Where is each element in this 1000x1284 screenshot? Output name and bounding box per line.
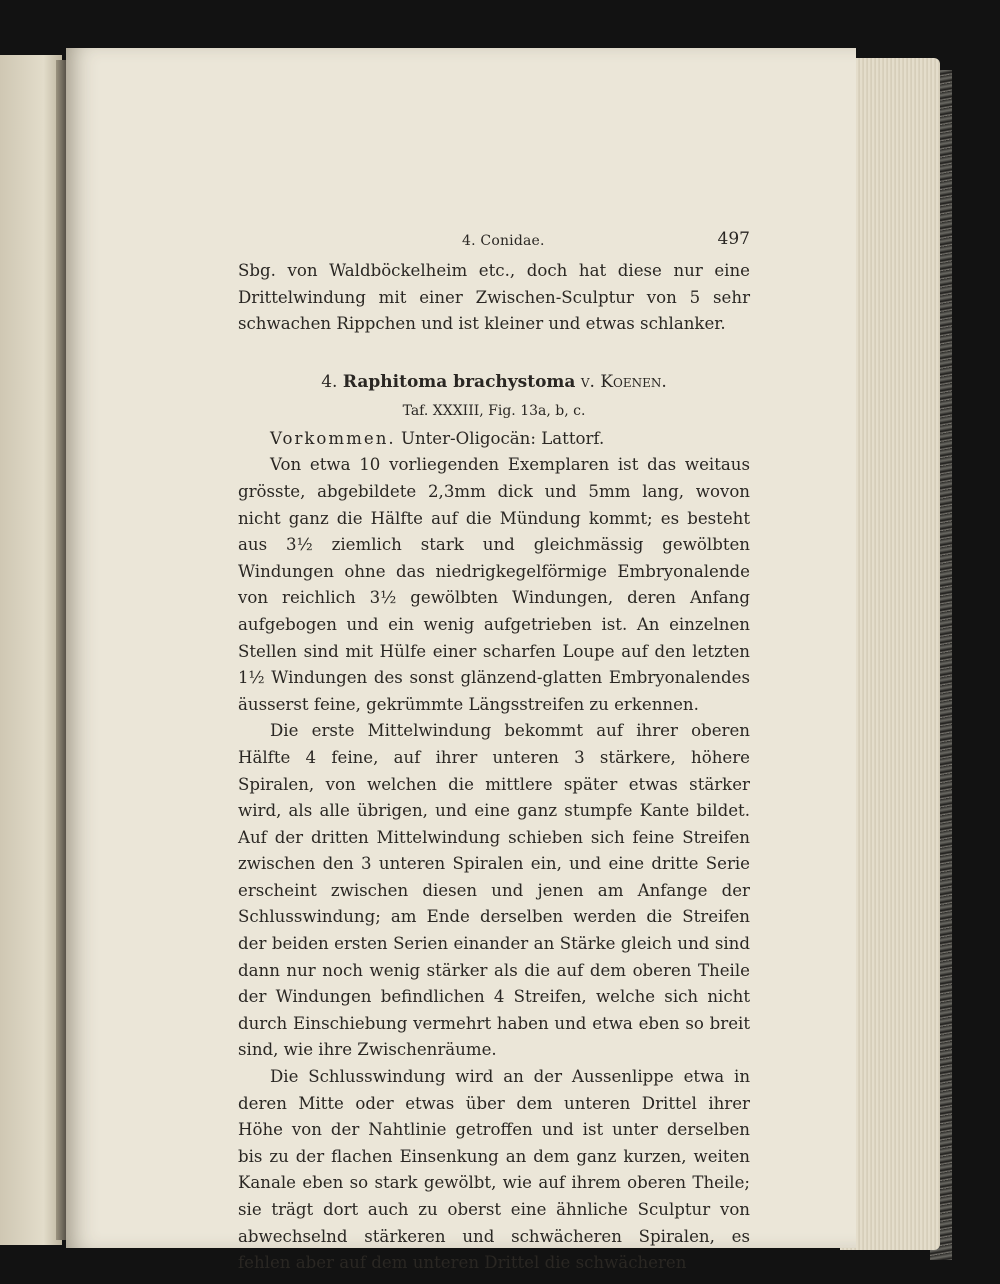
paragraph-1: Von etwa 10 vorliegenden Exemplaren ist das weitaus grösste, abgebildete 2,3mm dick und 5mm lang, wovon nicht ganz die Hälfte auf die Mündung kommt; es besteht aus 3½ ziemlich stark und gleichmässig gewölbten Windungen ohne das niedrigkegelförmige Embryonalende von reichlich 3½ gewölbten Windungen, deren Anfang aufgebogen und ein wenig aufgetrieben ist. An einzelnen Stellen sind mit Hülfe einer scharfen Loupe auf den letzten 1½ Windungen des sonst glänzend-glatten Embryonalendes äusserst feine, gekrümmte Längsstreifen zu erkennen. <box>238 455 750 714</box>
species-number: 4. <box>321 371 338 392</box>
page-number: 497 <box>717 229 750 249</box>
species-author: v. Koenen. <box>580 371 667 392</box>
running-head <box>238 228 750 258</box>
species-heading <box>238 368 750 396</box>
section-title: 4. Conidae. <box>462 233 545 249</box>
facing-page-edge <box>0 55 62 1245</box>
book-page <box>66 48 856 1273</box>
occurrence-label: Vorkommen. <box>270 428 396 448</box>
occurrence-text: Unter-Oligocän: Lattorf. <box>400 428 605 448</box>
intro-paragraph: Sbg. von Waldböckelheim etc., doch hat diese nur eine Drittelwindung mit einer Zwischen-Sculptur von 5 sehr schwachen Rippchen und ist kleiner und etwas schlanker. <box>238 261 750 334</box>
occurrence-line <box>238 426 750 453</box>
figure-reference: Taf. XXXIII, Fig. 13a, b, c. <box>402 402 586 419</box>
paragraph-2: Die erste Mittelwindung bekommt auf ihrer oberen Hälfte 4 feine, auf ihrer unteren 3 stärkere, höhere Spiralen, von welchen die mittlere später etwas stärker wird, als alle übrigen, und eine ganz stumpfe Kante bildet. Auf der dritten Mittelwindung schieben sich feine Streifen zwischen den 3 unteren Spiralen ein, und eine dritte Serie erscheint zwischen diesen und jenen am Anfange der Schlusswindung; am Ende derselben werden die Streifen der beiden ersten Serien einander an Stärke gleich und sind dann nur noch wenig stärker als die auf dem oberen Theile der Windungen befindlichen 4 Streifen, welche sich nicht durch Einschiebung vermehrt haben und etwa eben so breit sind, wie ihre Zwischenräume. <box>238 721 750 1060</box>
paragraph-3: Die Schlusswindung wird an der Aussenlippe etwa in deren Mitte oder etwas über dem unteren Drittel ihrer Höhe von der Nahtlinie getroffen und ist unter derselben bis zu der flachen Einsenkung an dem ganz kurzen, weiten Kanale eben so stark gewölbt, wie auf ihrem oberen Theile; sie trägt dort auch zu oberst eine ähnliche Sculptur von abwechselnd stärkeren und schwächeren Spiralen, es fehlen aber auf dem unteren Drittel die schwächeren <box>238 1067 750 1273</box>
page-content <box>238 228 750 1277</box>
species-name: Raphitoma brachystoma <box>342 371 576 392</box>
